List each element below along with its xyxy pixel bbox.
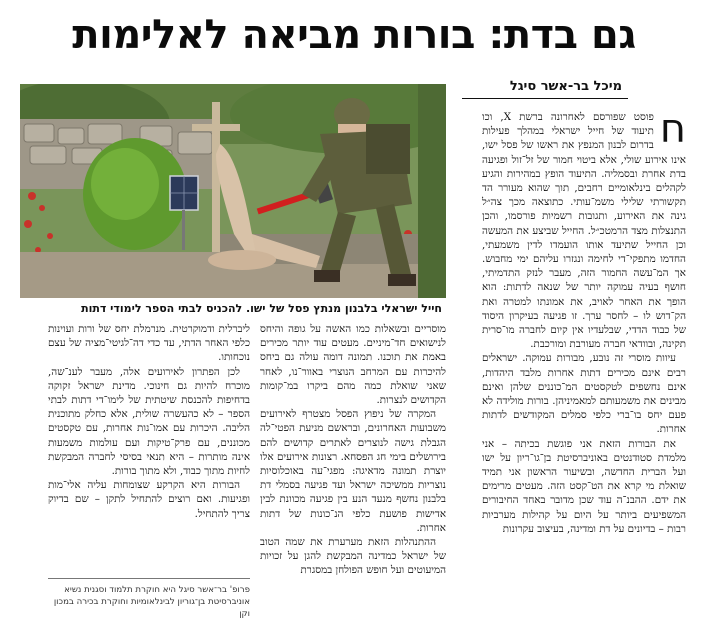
paragraph: ליברלית ודמוקרטית. מנרמלת יחס של ורות ועוינות כלפי האחר הדתי, עד כדי דה־לגיטי־מציה של עצם נוכחותו. (48, 323, 250, 364)
paragraph: המקרה של ניפוץ הפסל מצטרף לאירועים משבועות האחרונים, ובראשם מניעת הפטי־לה הגבלת גישה לנוצרים לאתרים קדושים להם בירושלים בימי חג הפסחא. רצונות אירועים אלו יוצרת תמונה מדאיגה: מפגי־עה באוכלוסיות נוצריות ממשיכה ישראל ועד פגיעה בסמלי דת בלבנון נחשף מנעד הנע בין פגיעה מכוונת לבין אדישות פושעת כלפי הנ־כונות של דתות אחרות. (260, 408, 446, 534)
paragraph: פוסט שפורסם לאחרונה ברשת X, וכו תיעוד של חייל ישראלי במהלך פעילות בדרום לבנון המנפץ את ראשו של פסל ישו, אינו אירוע שולי, אלא ביטוי חמור של זל־זול ופגיעה בדת אחרת ובסמליה. התיעוד הופץ במהירות והגיע לקהלים בינלאומיים רחבים, תוך שהוא מעורר הד תקשורתי שלילי משמ־עותי. כתוצאה מכך צה״ל גינה את האירוע, ותגובות רשמיות פורסמו, והכן התנצלות מצד הרמטכ״ל. החייל שביצע את המעשה וכן החייל שתיעד אותו הועמדו לדין משמעתי, החדמו מתפקי־די לחימה ונגזרו עליהם ימי מחבוש. אך המ־עשה החמור הזה, מעבר לנזק התדמיתי, חושף בעיה עמוקה יותר של שנאה לדתות: הוא הופך את האחר לאויב, את אמונתו למטרה ואת הק־דוש לו – לחסר ערך. זו פגיעה בעיקרון היסוד של כבוד הדדי, שבלעדיו אין קיום לחברה מו־סרית תקינה, ובוודאי חברה מעורבת ומורכבת. (482, 111, 686, 351)
paragraph: ההתנהלות הזאת מערערת את שמה הטוב של ישראל כמדינה המבקשת להגן על זכויות המיעוטים ועל חופש הפולחן במסגרת (260, 536, 446, 577)
paragraph: עיוות מוסרי זה נובע, מבורות עמוקה. ישראלים רבים אינם מכירים דתות אחרות מלבד היהדות, אינם נחשפים לטקסטים המ־כוננים שלהן ואינם מבינים את משמעותם למאמיניהן. בורות מולידה לא פעם יחס בו־ברי כלפי סמלים המקודשים לדתות אחרות. (482, 352, 686, 436)
byline: מיכל בר-אשר סיגל (509, 79, 622, 94)
article-photo (20, 84, 446, 298)
photo-illustration (20, 84, 446, 298)
bio-divider (48, 578, 250, 579)
article-column-right (482, 106, 686, 618)
drop-cap: ח (659, 106, 686, 152)
author-bio: פרופ' בר־אשר סיגל היא חוקרת תלמוד וסגנית נשיא אוניברסיטת בן־גוריון לבינלאומיות וחוקרת בכירה במכון וקן (53, 585, 250, 619)
paragraph: לכן הפתרון לאירועים אלה, מעבר לענ־שה, מוכרח להיות גם חינוכי. מדינת ישראל זקוקה בדחיפות להכנסת שיטתית של לימו־די דתות לבתי הספר – לא כהעשרה שולית, אלא כחלק מתוכנית הליבה. היכרות עם אמו־נות אחרות, עם טקסטים מכוננים, עם פרק־טיקות ועם עולמות משמעות אינה מותרות – היא תנאי בסיסי לחברה המבקשת לחיות מתוך כבוד, ולא מתוך בורות. (48, 365, 250, 478)
headline: גם בדת: בורות מביאה לאלימות (72, 12, 636, 58)
article-column-left (48, 322, 250, 540)
paragraph: את הבורות הזאת אני פוגשת בכיתה – אני מלמדת סטודנטים באוניברסיטת בן־גו־ריון על ישו ועל הברית החדשה, ובשיעור הראשון אני תמיד שואלת מי קרא את הט־קסט הזה. מעטים מרימים את ידם. ההבנ־ה עוד שכן מדובר באחד החיבורים המשפיעים ביותר על היום על קהילות מערביות רבות – בדיונים על דת ומדינה, בעיצוב עקרונות (482, 437, 686, 535)
paragraph: מוסריים ובשאלות כמו האשה על גופה והיחס לנישואים חד־מיניים. מעטים עוד יותר מכירים באמת את תוכנו. תמונה דומה עולה גם ביחס להיכרות עם המרחב הנוצרי באוור־נו, לאחר שאני שואלת כמה מהם ביקרו במ־קומות הקדושים לנצרות. (260, 323, 446, 407)
byline-rule (462, 98, 628, 99)
article-column-middle (260, 322, 446, 622)
photo-caption: חייל ישראלי בלבנון מנתץ פסל של ישו. להכניס לבתי הספר לימודי דתות (81, 302, 442, 315)
paragraph: הבורות היא הקרקע שצומחות עליה אלי־מות ופגיעות. ואם רוצים להתחיל לתקן – שם בדיוק צריך להתחיל. (48, 479, 250, 520)
